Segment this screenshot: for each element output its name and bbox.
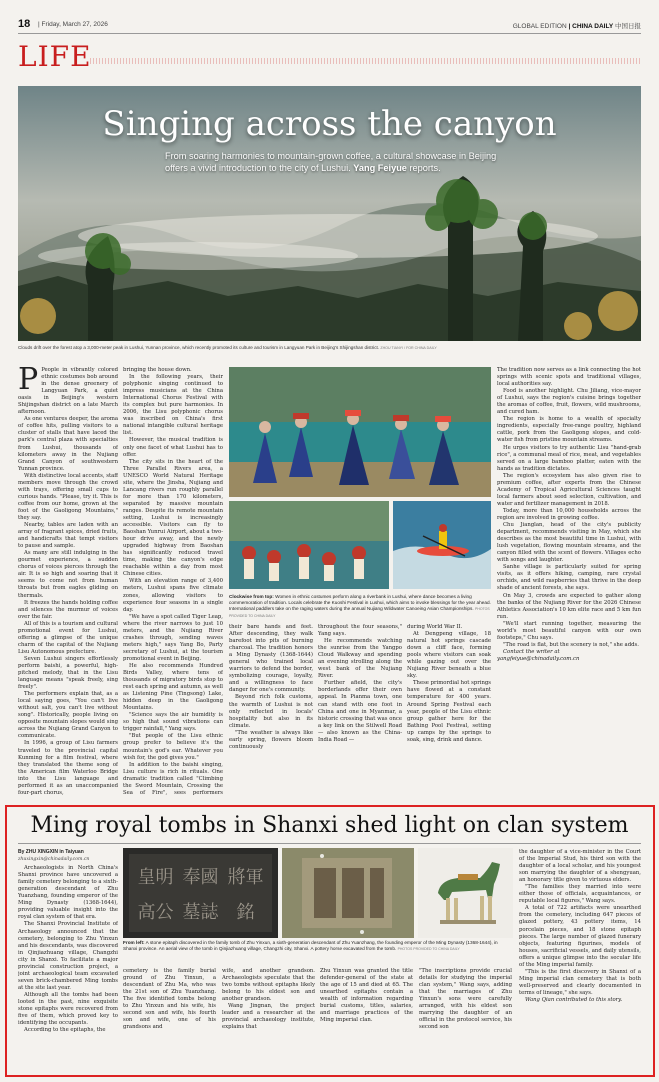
- hero-deck-end: reports.: [409, 163, 441, 173]
- story-column-6: [497, 367, 641, 797]
- tombs-byline: By ZHU XINGXIN in Taiyuan: [18, 849, 84, 855]
- epitaph-carving: [129, 854, 272, 932]
- canoeing-championship-photo: [393, 501, 491, 589]
- story-paragraph: He also recommends Hundred Birds Valley, where tens of thousands of migratory birds stop to rest each spring and autumn, as well as Listening Pine (Tingsong) Lake, hidden deep in the Gaoligong Mountains.: [123, 662, 223, 712]
- story-column-2: [123, 367, 223, 797]
- story-paragraph: their bare hands and feet. After descending, they walk barefoot into pits of burning charcoal. The tradition honors a Ming Dynasty (1368-1644) general who trained local warriors to defend the border, symbolizing courage, loyalty, and a willingness to face danger for one's community.: [229, 624, 313, 694]
- story-paragraph: "The road is flat, but the scenery is not," she adds.: [503, 641, 639, 648]
- aerial-site-illustration: [282, 848, 414, 938]
- epitaph-char: 墓誌: [182, 901, 219, 923]
- hero-credit: ZHOU TIANYI / FOR CHINA DAILY: [380, 346, 437, 350]
- writer-contact: [497, 649, 641, 663]
- story-paragraph: On May 3, crowds are expected to gather along the banks of the Nujiang River for the 2026 Chinese Athletics Association's 10 km elite race and 5 km fun run.: [497, 592, 641, 620]
- collage-caption-lead: Clockwise from top:: [229, 594, 274, 599]
- story-paragraph: It freezes the hands holding coffee and silences the murmur of voices over the fair.: [18, 599, 118, 620]
- canoe-illustration: [393, 501, 491, 589]
- tombs-headline: Ming royal tombs in Shanxi shed light on clan system: [30, 813, 629, 838]
- story-paragraph: At Dengpeng village, 18 natural hot springs cascade down a cliff face, forming pools where visitors can soak while gazing out over the Nujiang River beneath a blue sky.: [407, 631, 491, 680]
- tomb-credit: PHOTOS PROVIDED TO CHINA DAILY: [397, 947, 460, 952]
- story-paragraph: He urges visitors to try authentic Lisu "hand-grab rice", a communal meal of rice, meat, and vegetables served on a large bamboo platter, eaten with the hands as tradition dictates.: [497, 444, 641, 472]
- tombs-paragraph: cemetery is the family burial ground of Zhu Yinxun, a descendant of Zhu Ma, who was the 21st son of Zhu Yuanzhang. The five identified tombs belong to Zhu Yinxun and his wife, his second son and wife, his fourth son and wife, one of his grandsons and: [123, 968, 216, 1031]
- masthead: [18, 18, 641, 34]
- story-paragraph: In the following years, their polyphonic singing continued to impress musicians at the China International Chorus Festival with its complex but pure harmonies. In 2006, the Lisu polyphonic chorus was inscribed on China's first national intangible cultural heritage list.: [123, 374, 223, 437]
- collage-caption: [229, 594, 491, 619]
- contact-email: yangfeiyue@chinadaily.com.cn: [497, 655, 580, 662]
- tombs-paragraph: wife, and another grandson. Archaeologists speculate that the two tombs without epitaphs likely belong to his eldest son and another grandson.: [222, 968, 315, 1003]
- kuoshi-festival-photo: [229, 501, 389, 589]
- tombs-paragraph: Although all the tombs had been looted in the past, nine exquisite stone epitaphs were recovered from five of them, which proved key to identifying the occupants.: [18, 991, 118, 1027]
- story-paragraph: P People in vibrantly colored ethnic costumes bob around in the dense greenery of Langyuan Park, a quiet oasis in Beijing's western Shijingshan district on a late March afternoon.: [18, 367, 118, 416]
- story-column-4: [318, 624, 402, 796]
- story-paragraph: Seven Lushui singers effortlessly perform baishi, a powerful, high-pitched melody, that in the Lisu language means "speak freely, sing freely".: [18, 655, 118, 691]
- story-paragraph: Nearby, tables are laden with an array of fragrant spices, dried fruits, and handicrafts that tempt visitors to pause and sample.: [18, 522, 118, 550]
- story-paragraph: The tradition now serves as a link connecting the hot springs with scenic spots and traditional villages, local authorities say.: [497, 367, 641, 388]
- story-paragraph: In addition to the baishi singing, Lisu culture is rich in rituals. One dramatic tradition called "Climbing the Sword Mountain, Crossing the Sea of Fire", sees performers: [123, 761, 223, 796]
- pottery-horse-illustration: [418, 848, 513, 938]
- story-paragraph: These primordial hot springs have flowed at a constant temperature for 400 years. Around Spring Festival each year, people of the Lisu ethnic group gather here for the Bathing Pool Festival, setting up camps by the springs to soak, sing, drink and dance.: [407, 680, 491, 743]
- tombs-paragraph: "The families they married into were either those of officials, acquaintances, or reputable local figures," Wang says.: [519, 884, 641, 905]
- story-paragraph: Further afield, the city's borderlands offer their own appeal. In Pianma town, one can stand with one foot in China and one in Myanmar, a historic crossing that was once a key link on the Stilwell Road — also known as the China-India Road —: [318, 680, 402, 743]
- tomb-aerial-photo: [282, 848, 414, 938]
- tombs-column-5: [419, 968, 512, 1070]
- hero-caption-text: Clouds drift over the forest atop a 3,000-meter peak in Lushui, Yunnan province, which recently promoted its culture and tourism in Langyuan Park in Beijing's Shijingshan district.: [18, 345, 380, 350]
- tombs-paragraph: the daughter of a vice-minister in the Court of the Imperial Stud, his third son with the daughter of a local scholar, and his youngest son marrying the daughter of a shengyuan, an honorary title given to virtuous elders.: [519, 849, 641, 884]
- story-paragraph: As one ventures deeper, the aroma of coffee hits, pulling visitors to a cluster of stalls that have laced the park's central plaza with specialties from Lushui, thousands of kilometers away in the Nujiang Grand Canyon of southwestern Yunnan province.: [18, 416, 118, 472]
- section-bar: [90, 58, 641, 64]
- dancers-illustration: [229, 367, 491, 497]
- story-paragraph: "We'll start running together, measuring the world's most beautiful canyon with our own footsteps," Chu says.: [497, 620, 641, 641]
- contact-label: Contact the writer at: [503, 648, 560, 655]
- tombs-column-4: [320, 968, 413, 1070]
- tomb-caption: [123, 940, 513, 952]
- paper-name-cn: 中国日报: [615, 23, 641, 30]
- tombs-paragraph: "This is the first discovery in Shanxi of a Ming imperial clan cemetery that is both well-preserved and clearly documented in terms of lineage," she says.: [519, 968, 641, 996]
- epitaph-char: 將軍: [227, 866, 264, 888]
- hero-headline: Singing across the canyon: [102, 104, 557, 144]
- hero-caption: [18, 345, 641, 350]
- paper-brand: [513, 21, 641, 30]
- story-paragraph: throughout the four seasons," Yang says.: [318, 624, 402, 638]
- tombs-contributor: Wang Qian contributed to this story.: [525, 996, 623, 1003]
- story-column-1: [18, 367, 118, 797]
- hero-author: Yang Feiyue: [353, 163, 407, 173]
- collage-credit: PHOTOS PROVIDED TO CHINA DAILY: [229, 607, 490, 618]
- story-paragraph: The region's ecosystem has also given rise to premium coffee, after experts from the Chinese Academy of Tropical Agricultural Sciences taught local farmers about seed selection, cultivation, and water and fertilizer management in 2018.: [497, 472, 641, 507]
- pottery-horse-photo: [418, 848, 513, 938]
- paper-name: | CHINA DAILY: [568, 23, 614, 30]
- tomb-photos: [123, 848, 513, 940]
- story-paragraph: With an elevation range of 3,400 meters, Lushui spans five climate zones, allowing visitors to experience four seasons in a single day.: [123, 578, 223, 613]
- hero-photo: [18, 86, 641, 341]
- collage-caption-text: Women in ethnic costumes perform along a riverbank in Lushui, where dance becomes a living commemoration of tradition. Locals celebrate the Kuoshi Festival in Lushui, which aims to invoke blessings for the year ahead. International paddlers take on the raging waters during the annual Nujiang Wildwater Canoeing Asian Championships.: [229, 594, 491, 612]
- story-paragraph: All of this is a tourism and cultural promotional event for Lushui, offering a glimpse of the unique charm of the capital of the Nujiang Lisu Autonomous prefecture.: [18, 620, 118, 655]
- tombs-paragraph: Zhu Yinxun was granted the title defender-general of the state at the age of 15 and died at 65. The unearthed epitaphs contain a wealth of information regarding burial customs, titles, salaries, and marriage practices of the Ming imperial clan.: [320, 968, 413, 1024]
- festival-crowd-illustration: [229, 501, 389, 589]
- tombs-paragraph: According to the epitaphs, the: [24, 1027, 106, 1034]
- epitaph-char: 皇明: [137, 866, 174, 888]
- story-paragraph: "We have a spot called Tiger Leap, where the river narrows to just 10 meters, and the Nujiang River crashes through, sending waves meters high," says Yang Bo, Party secretary of Lushui, at the tourism promotional event in Beijing.: [123, 613, 223, 662]
- story-paragraph: The performers explain that, as a local saying goes, "You can't live without salt, you can't live without song". Historically, people living on opposite mountain slopes would sing across the Nujiang Grand Canyon to communicate.: [18, 691, 118, 740]
- story-paragraph: "But people of the Lisu ethnic group prefer to believe it's the mountain's god's ear. Whatever you wish for, the god gives you.": [123, 733, 223, 761]
- tombs-paragraph: The Shanxi Provincial Institute of Archaeology announced that the cemetery, belonging to Zhu Yinxun and his descendants, was discovered in Qinjiazhuang village, Changzhi city in Shanxi. To facilitate a major provincial construction project, a joint archaeological team excavated seven brick-chambered Ming tombs at the site last year.: [18, 921, 118, 991]
- story-paragraph: Food is another highlight. Chu Jiliang, vice-mayor of Lushui, says the region's cuisine brings together the aromas of coffee, fruit, flowers, wild mushrooms, and cured ham.: [497, 388, 641, 416]
- story-column-3: [229, 624, 313, 796]
- tombs-paragraph: Archaeologists in North China's Shanxi province have uncovered a family cemetery belonging to a sixth-generation descendant of Zhu Yuanzhang, founding emperor of the Ming Dynasty (1368-1644), providing valuable insight into the royal clan system of that era.: [18, 865, 118, 921]
- story-paragraph: He recommends watching the sunrise from the Yangpo Cloud Walkway and spending an evening strolling along the west bank of the Nujiang River.: [318, 638, 402, 680]
- story-paragraph: Today, more than 10,000 households across the region are involved in growing coffee.: [497, 507, 641, 521]
- stone-epitaph-photo: [123, 848, 278, 938]
- epitaph-char: 奉國: [182, 866, 219, 888]
- story-paragraph: Sanhe village is particularly suited for spring visits, as it offers hiking, camping, rare crystal orchids, and wild raspberries that thrive in the deep shade of ancient forests, she says.: [497, 564, 641, 592]
- tomb-caption-text: A stone epitaph discovered in the family tomb of Zhu Yinxun, a sixth-generation descendant of Zhu Yuanzhang, the founding emperor of the Ming Dynasty (1368-1644), in Shanxi province. An aerial view of the tomb in Qinjiazhuang village, Changzhi city, Shanxi. A pottery horse excavated from the tomb.: [123, 940, 498, 952]
- masthead-rule: [18, 33, 641, 34]
- tombs-column-2: [123, 968, 216, 1070]
- story-paragraph: Beyond rich folk customs, the warmth of Lushui is not only reflected in locals' hospitality but also in its climate.: [229, 694, 313, 729]
- section-title: LIFE: [18, 40, 92, 73]
- tombs-paragraph: A total of 722 artifacts were unearthed from the cemetery, including 647 pieces of glazed pottery, 43 pottery items, 14 porcelain pieces, and 18 stone epitaph pieces. The large number of glazed funerary objects, featuring figurines, models of houses, sacrificial vessels, and daily utensils, offers a unique glimpse into the secular life of the Ming imperial family.: [519, 905, 641, 968]
- story-column-5: [407, 624, 491, 796]
- photo-collage: [229, 367, 491, 589]
- dancers-riverbank-photo: [229, 367, 491, 497]
- tombs-paragraph: "The inscriptions provide crucial details for studying the imperial clan system," Wang says, adding that the marriages of Zhu Yinxun's sons were carefully arranged, with his eldest son marrying the daughter of an official in the protocol service, his second son: [419, 968, 512, 1031]
- story-paragraph: "The weather is always like early spring, flowers bloom continuously: [229, 729, 313, 750]
- story-paragraph: As many are still indulging in the gourmet experience, a sudden chorus of voices pierces through the air. It is so high and soaring that it seems to come not from human throats but from eagles gliding on thermals.: [18, 550, 118, 599]
- tombs-paragraph: Wang Jingnan, the project leader and a researcher at the provincial archaeology institute, explains that: [222, 1003, 315, 1031]
- drop-cap: P: [18, 367, 39, 397]
- story-paragraph: during World War II.: [407, 624, 463, 630]
- story-paragraph: With distinctive local accents, staff members move through the crowd with trays, offering small cups to curious hands. "Please, try it. This is coffee from our home, grown at the foot of the Gaoligong Mountains," they say.: [18, 472, 118, 521]
- tombs-column-1: [18, 849, 118, 1069]
- tombs-column-3: [222, 968, 315, 1070]
- epitaph-char: 高公: [137, 901, 174, 923]
- story-paragraph: Chu Jianglan, head of the city's publicity department, recommends visiting in May, which she describes as the most beautiful time in Lushui, with lush vegetation, flowing mountain streams, and the canyon filled with the scent of flowers. Villages echo with songs and laughter.: [497, 522, 641, 564]
- tomb-caption-lead: From left:: [123, 940, 145, 945]
- epitaph-char: 銘: [236, 901, 255, 923]
- hero-deck-text: From soaring harmonies to mountain-grown coffee, a cultural showcase in Beijing offers a vivid introduction to the city of Lushui.: [165, 151, 497, 173]
- story-paragraph: "Science says the air humidity is so high that sound vibrations can trigger rainfall," Yang says.: [123, 712, 223, 733]
- story-paragraph: The region is home to a wealth of specialty ingredients, especially free-range poultry, highland cattle, pork from the Gaoligong slopes, and cold-water fish from pristine mountain streams.: [497, 416, 641, 444]
- tombs-rule: [18, 843, 641, 844]
- tombs-email: zhuxingxin@chinadaily.com.cn: [18, 857, 90, 863]
- story-paragraph: The city sits in the heart of the Three Parallel Rivers area, a UNESCO World Natural Heritage site, where the Jinsha, Nujiang and Lancang rivers run roughly parallel for more than 170 kilometers, separated by massive mountain ranges. Despite its remote mountain setting, Lushui is increasingly accessible. Visitors can fly to Baoshan Yunrui Airport, about a two-hour drive away, and the newly upgraded highway from Baoshan has significantly reduced travel time, making the canyon's edge reachable within a day from most Chinese cities.: [123, 458, 223, 578]
- story-paragraph: In 1996, a group of Lisu farmers traveled to the provincial capital Kunming for a film festival, where they translated the theme song of the American film Waterloo Bridge into the Lisu language and performed it as an unaccompanied four-part chorus,: [18, 740, 118, 796]
- edition-label: GLOBAL EDITION: [512, 23, 567, 30]
- page-number: 18: [18, 18, 31, 30]
- tombs-column-6: [519, 849, 641, 1070]
- story-paragraph: bringing the house down.: [123, 367, 192, 373]
- story-paragraph: However, the musical tradition is only one facet of what Lushui has to offer.: [123, 437, 223, 458]
- issue-date: | Friday, March 27, 2026: [38, 21, 108, 28]
- hero-deck: [165, 150, 505, 174]
